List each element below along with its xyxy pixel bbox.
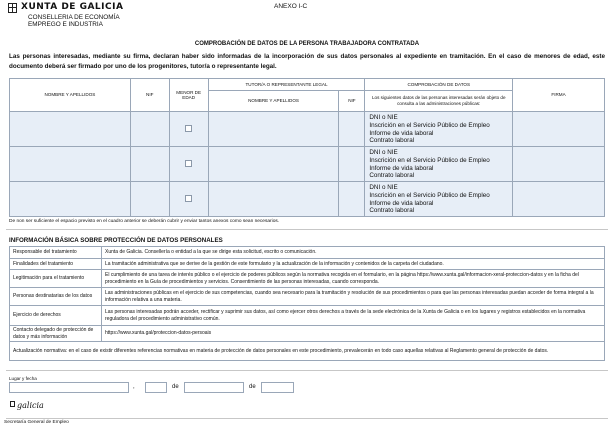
comma-separator: , — [133, 384, 135, 390]
nif-cell[interactable] — [130, 182, 169, 217]
nif-cell[interactable] — [130, 147, 169, 182]
signature-cell[interactable] — [513, 112, 605, 147]
nif-cell[interactable] — [130, 112, 169, 147]
department-line1: CONSELLERIA DE ECONOMÍA — [28, 14, 120, 21]
dp-value: El cumplimiento de una tarea de interés público o el ejercicio de poderes públicos según la normativa recogida en el formulario, en la página https://www.xunta.gal/informacion-xeral-proteccion-datos y en la ficha del procedimiento en la Guía de procedimientos y servicios. Consentimiento de las personas interesadas, cuando corresponda. — [102, 270, 605, 288]
tutor-nif-cell[interactable] — [339, 182, 365, 217]
divider — [6, 229, 608, 230]
name-cell[interactable] — [10, 147, 131, 182]
col-header-check: COMPROBACIÓN DE DATOS — [365, 79, 513, 91]
department-line2: EMPREGO E INDUSTRIA — [28, 21, 103, 28]
document-header — [0, 0, 614, 30]
dp-value: Las administraciones públicas en el ejercicio de sus competencias, cuando sea necesario para la tramitación y resolución de sus procedimientos o para que las personas interesadas puedan acceder de forma integral a la información relativa a una materia. — [102, 288, 605, 306]
consultation-item: Contrato laboral — [369, 137, 415, 145]
consultation-cell — [365, 112, 513, 147]
dp-value: Las personas interesadas podrán acceder, rectificar y suprimir sus datos, así como ejercer otros derechos a través de la sede electrónica de la Xunta de Galicia o en los lugares y registros establecidos en la normativa reguladora del procedimiento administrativo común. — [102, 306, 605, 326]
de-separator: de — [249, 384, 256, 390]
tutor-nif-cell[interactable] — [339, 147, 365, 182]
dp-row — [10, 342, 605, 361]
consultation-cell — [365, 147, 513, 182]
dp-label: Ejercicio de derechos — [10, 306, 102, 326]
place-field[interactable] — [9, 382, 129, 393]
col-header-signature: FIRMA — [513, 79, 605, 112]
month-field[interactable] — [184, 382, 244, 393]
place-date-label: Lugar y fecha — [9, 376, 37, 381]
col-header-minor: MENOR DE EDAD — [169, 79, 208, 112]
table-row — [10, 182, 605, 217]
dp-label: Finalidades del tratamiento — [10, 259, 102, 270]
divider — [6, 370, 608, 371]
divider — [6, 418, 608, 419]
check-subtitle: Los siguientes datos de las personas interesadas serán objeto de consulta a las administraciones públicas: — [371, 95, 506, 106]
col-header-check-sub — [365, 91, 513, 112]
tutor-nif-cell[interactable] — [339, 112, 365, 147]
col-header-nif: NIF — [130, 79, 169, 112]
tutor-name-cell[interactable] — [208, 147, 339, 182]
day-field[interactable] — [145, 382, 167, 393]
signature-cell[interactable] — [513, 147, 605, 182]
galicia-logo — [9, 398, 69, 416]
signature-cell[interactable] — [513, 182, 605, 217]
dp-value: Xunta de Galicia. Consellería o entidad a la que se dirige esta solicitud, escrito o comunicación. — [102, 247, 605, 259]
persons-table — [9, 78, 605, 217]
minor-cell — [169, 147, 208, 182]
consultation-item: Informe de vida laboral — [369, 199, 434, 207]
dp-label: Personas destinatarias de los datos — [10, 288, 102, 306]
galicia-mark-icon — [10, 401, 15, 407]
minor-checkbox[interactable] — [185, 195, 192, 202]
dp-row — [10, 247, 605, 259]
dp-row — [10, 259, 605, 270]
col-header-tutor: TUTOR/A O REPRESENTANTE LEGAL — [208, 79, 365, 91]
name-cell[interactable] — [10, 182, 131, 217]
page-title: COMPROBACIÓN DE DATOS DE LA PERSONA TRABAJADORA CONTRATADA — [194, 41, 420, 47]
xunta-logo — [8, 2, 138, 28]
minor-cell — [169, 182, 208, 217]
logo-brand: XUNTA DE GALICIA — [21, 2, 124, 12]
consultation-item: Informe de vida laboral — [369, 129, 434, 137]
tutor-name-cell[interactable] — [208, 182, 339, 217]
annex-label: ANEXO I-C — [274, 3, 308, 10]
data-protection-title: INFORMACIÓN BÁSICA SOBRE PROTECCIÓN DE DATOS PERSONALES — [9, 237, 223, 244]
minor-checkbox[interactable] — [185, 125, 192, 132]
consultation-item: Inscrición en el Servicio Público de Empleo — [369, 156, 490, 164]
table-row — [10, 112, 605, 147]
dp-value: La tramitación administrativa que se derive de la gestión de este formulario y la actualización de la información y contenidos de la carpeta del ciudadano. — [102, 259, 605, 270]
dp-value: https://www.xunta.gal/proteccion-datos-persoais — [102, 326, 605, 342]
minor-cell — [169, 112, 208, 147]
footer-text: Secretaría General de Empleo — [4, 420, 69, 425]
consultation-item: Contrato laboral — [369, 172, 415, 180]
consultation-item: Inscrición en el Servicio Público de Empleo — [369, 121, 490, 129]
name-cell[interactable] — [10, 112, 131, 147]
consultation-cell — [365, 182, 513, 217]
consultation-item: DNI o NIE — [369, 149, 398, 156]
col-header-name: NOMBRE Y APELLIDOS — [10, 79, 131, 112]
galicia-logo-text: galicia — [17, 401, 44, 410]
consultation-item: Contrato laboral — [369, 207, 415, 215]
dp-row — [10, 288, 605, 306]
tutor-name-cell[interactable] — [208, 112, 339, 147]
consultation-item: DNI o NIE — [369, 184, 398, 191]
col-header-tutor-name: NOMBRE Y APELLIDOS — [208, 91, 339, 112]
dp-label: Contacto delegado de protección de datos y más información — [10, 326, 102, 342]
intro-paragraph: Las personas interesadas, mediante su firma, declaran haber sido informadas de la incorporación de sus datos personales al expediente en tramitación. En el caso de menores de edad, este documento deberá ser firmado por uno de los progenitores, tutor/a o representante legal. — [9, 53, 605, 70]
space-note: De non ser suficiente el espacio previsto en el cuadro anterior se deberán cubrir y enviar tantos anexos como sean necesarios. — [9, 219, 280, 224]
dp-label: Legitimación para el tratamiento — [10, 270, 102, 288]
data-protection-table — [9, 246, 605, 361]
dp-row — [10, 326, 605, 342]
dp-footer-row: Actualización normativa: en el caso de existir diferentes referencias normativas en materia de protección de datos personales en este procedimiento, prevalecerán en todo caso aquellas relativas al Reglamento general de protección de datos. — [10, 342, 605, 361]
de-separator: de — [172, 384, 179, 390]
table-row — [10, 147, 605, 182]
dp-row — [10, 270, 605, 288]
galicia-cross-icon — [8, 3, 17, 13]
dp-label: Responsable del tratamiento — [10, 247, 102, 259]
consultation-item: Inscrición en el Servicio Público de Empleo — [369, 191, 490, 199]
year-field[interactable] — [261, 382, 294, 393]
consultation-item: DNI o NIE — [369, 114, 398, 121]
dp-row — [10, 306, 605, 326]
col-header-tutor-nif: NIF — [339, 91, 365, 112]
minor-checkbox[interactable] — [185, 160, 192, 167]
consultation-item: Informe de vida laboral — [369, 164, 434, 172]
